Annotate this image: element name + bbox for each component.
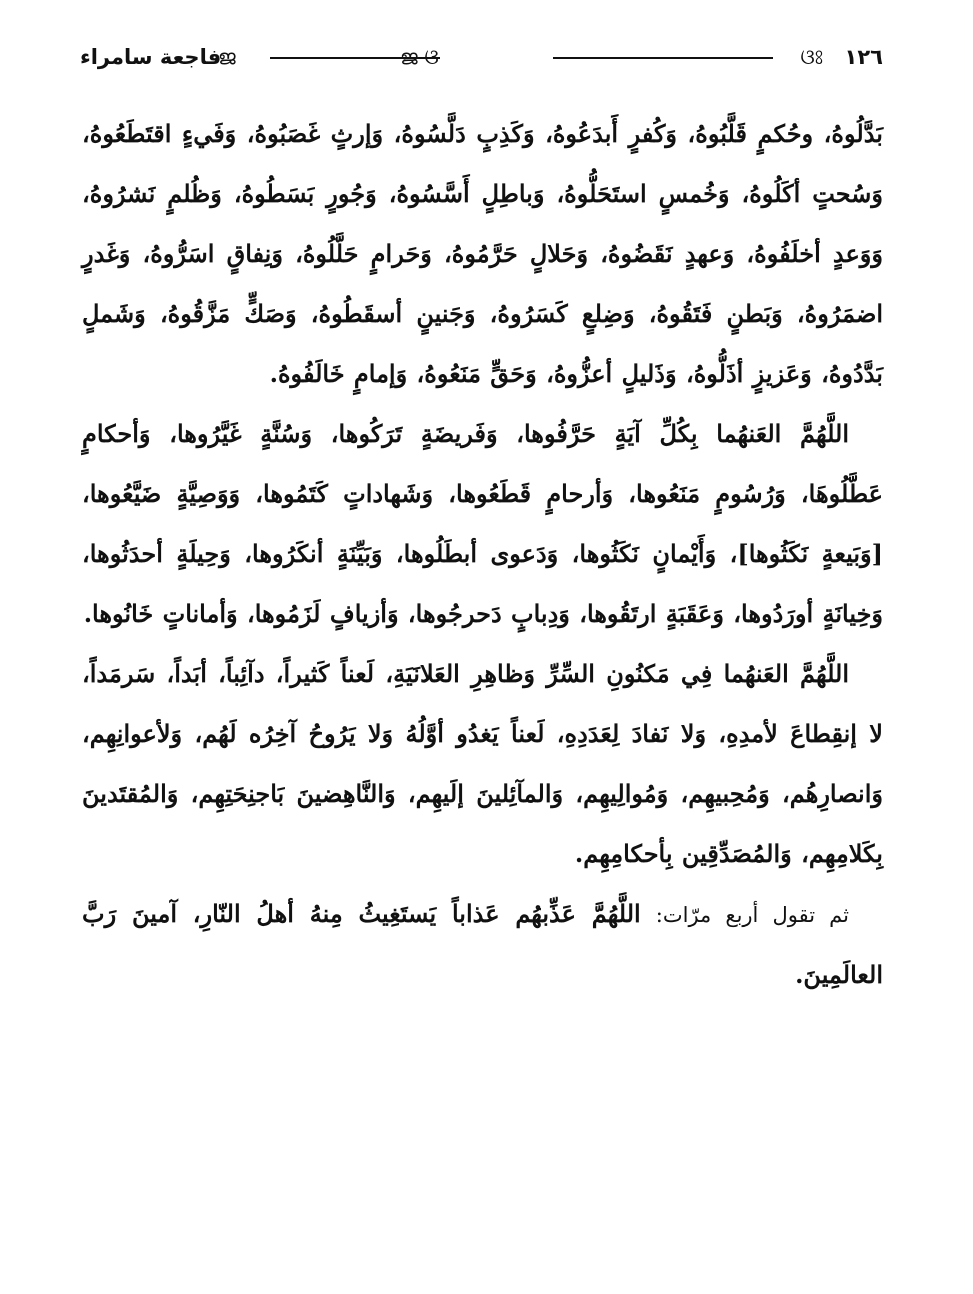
ornament-right-icon: ଓଃ bbox=[800, 45, 823, 69]
closing-lead: ثم تقول أربع مرّات: bbox=[655, 903, 849, 927]
paragraph-continuation: بَدَّلُوهُ، وحُكمٍ قَلَّبُوهُ، وَكُفرٍ أَبدَعُوهُ، وَكَذِبٍ دَلَّسُوهُ، وَإرثٍ غَصَبُوهُ، وَفَيءٍ اقتَطَعُوهُ، وَسُحتٍ أكَلُوهُ، وَخُمسٍ استَحَلُّوهُ، وَباطِلٍ أَسَّسُوهُ، وَجُورٍ بَسَطُوهُ، وَظُلمٍ نَشرُوهُ، وَوَعدٍ أخلَفُوهُ، وَعهدٍ نَقَضُوهُ، وَحَلالٍ حَرَّمُوهُ، وَحَرامٍ حَلَّلُوهُ، وَنِفاقٍ اسَرُّوهُ، وَغَدرٍ اضمَرُوهُ، وَبَطنٍ فَتَقُوهُ، وَضِلعٍ كَسَرُوهُ، وَجَنينٍ أسقَطُوهُ، وَصَكٍّ مَزَّقُوهُ، وَشَملٍ بَدَّدُوهُ، وَعَزيزٍ أذَلُّوهُ، وَذَليلٍ أعزُّوهُ، وَحَقٍّ مَنَعُوهُ، وَإمامٍ خَالَفُوهُ. bbox=[82, 119, 883, 388]
header-rule-left bbox=[270, 57, 440, 59]
paragraph-curse-verses: اللَّهُمَّ العَنهُما بِكُلِّ آيَةٍ حَرَّفُوها، وَفَريضَةٍ تَرَكُوها، وَسُنَّةٍ غَيَّرُوها، وَأحكامٍ عَطَّلُوهَا، وَرُسُومٍ مَنَعُوها، وَأرحامٍ قَطَعُوها، وَشَهاداتٍ كَتَمُوها، وَوَصِيَّةٍ ضَيَّعُوها، [وَبَيعةٍ نَكَثُوها]، وَأَيْمانٍ نَكَثُوها، وَدَعوى أبطَلُوها، وَبَيِّنَةٍ أنكَرُوها، وَحِيلَةٍ أحدَثُوها، وَخِيانَةٍ أورَدُوها، وَعَقَبَةٍ ارتَقُوها، وَدِبابٍ دَحرجُوها، وَأزيافٍ لَزَمُوها، وَأماناتٍ خَانُوها. bbox=[82, 419, 883, 628]
ornament-center-icon: ജ ଓ bbox=[400, 45, 439, 69]
page-body bbox=[82, 104, 883, 1005]
ornament-left-icon: ജ bbox=[218, 45, 236, 69]
closing-instruction bbox=[82, 884, 883, 1005]
page-number: ١٢٦ bbox=[844, 45, 883, 69]
paragraph-curse-eternal: اللَّهُمَّ العَنهُما فِي مَكنُونِ السِّرِّ وَظاهِرِ العَلانَيَةِ، لَعناً كَثيراً، دآئِباً، أبَداً، سَرمَداً، لا إنقِطاعَ لأمدِهِ، وَلا نَفادَ لِعَدَدِهِ، لَعناً يَغدُو أوَّلُهُ وَلا يَرُوحُ آخِرُه لَهُم، وَلأعوانِهِم، وَانصارِهُم، وَمُحِبيهِم، وَمُوالِيهِم، وَالمآئِلينَ إلَيهِم، وَالنَّاهِضينَ بَاجنِحَتِهِم، وَالمُقتَدينَ بِكَلامِهِم، وَالمُصَدِّقِين بِأحكامِهِم. bbox=[82, 659, 883, 868]
page-header bbox=[80, 38, 883, 76]
running-title: فاجعة سامراء bbox=[80, 45, 222, 69]
header-rule-right bbox=[553, 57, 773, 59]
closing-invocation: اللَّهُمَّ عَذِّبهُم عَذاباً يَستَغِيثُ مِنهُ أهلُ النّارِ، آمينَ رَبَّ العالَمِينَ. bbox=[82, 899, 883, 989]
